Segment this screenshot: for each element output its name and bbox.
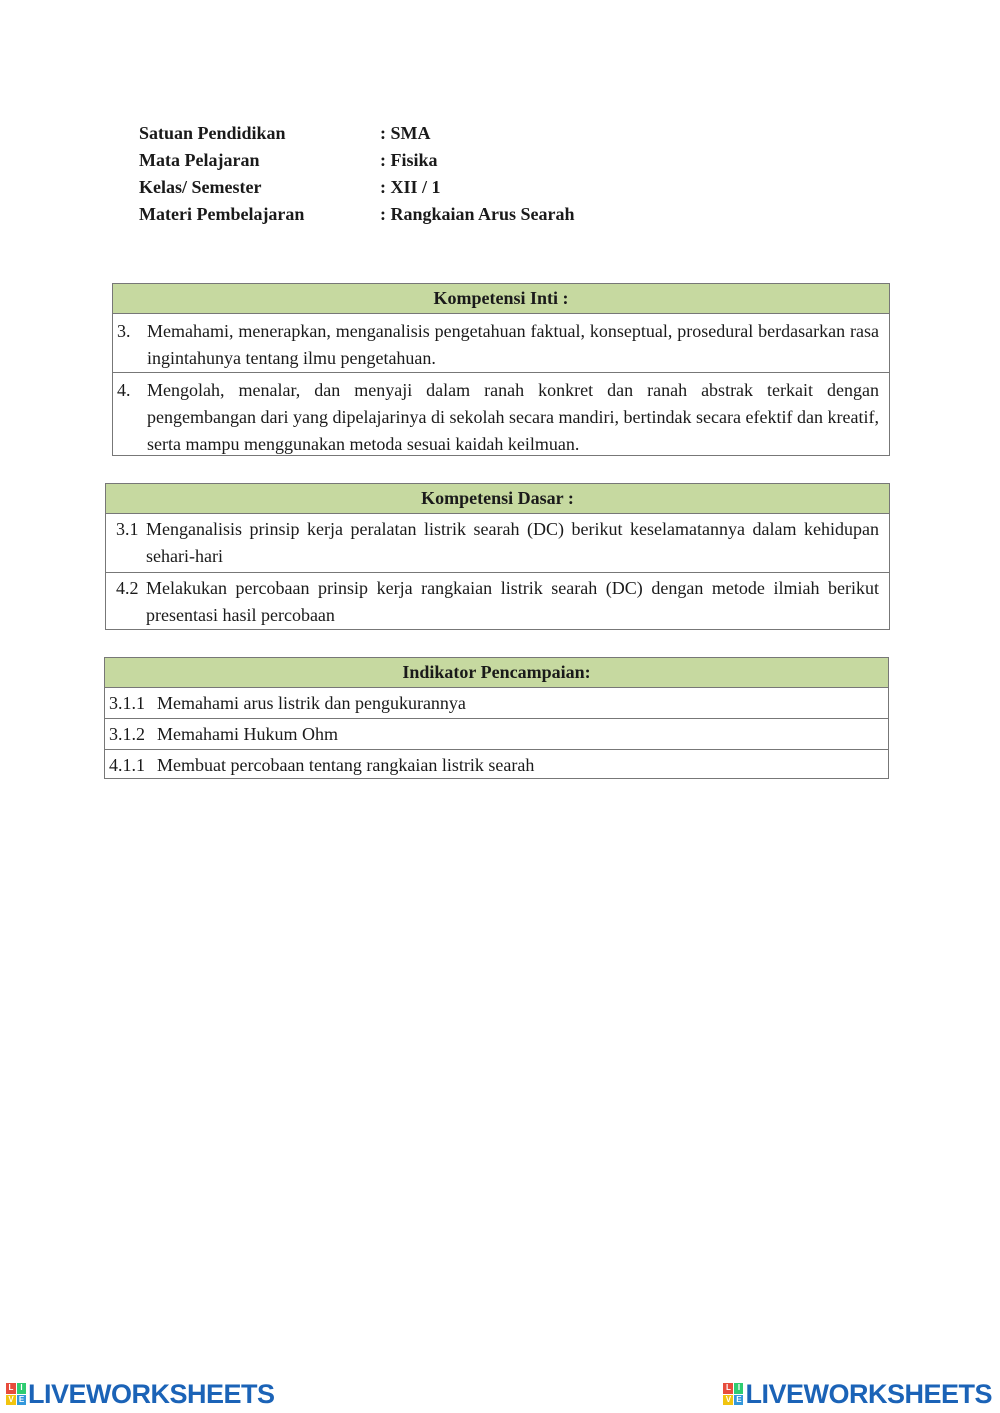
table-row <box>105 688 888 718</box>
table-row <box>113 372 889 458</box>
table-row <box>106 514 889 572</box>
info-row-kelas <box>139 174 575 201</box>
item-text: Membuat percobaan tentang rangkaian listrik searah <box>157 755 535 775</box>
info-row-mapel <box>139 147 575 174</box>
item-number: 3. <box>117 321 131 341</box>
logo-badge-icon: L I V E <box>723 1383 743 1405</box>
item-text: Memahami Hukum Ohm <box>157 724 338 744</box>
document-info <box>139 120 575 228</box>
item-number: 4. <box>117 380 131 400</box>
item-text: Memahami arus listrik dan pengukurannya <box>157 693 466 713</box>
info-label: Materi Pembelajaran <box>139 204 305 224</box>
item-text: Menganalisis prinsip kerja peralatan listrik searah (DC) berikut keselamatannya dalam kehidupan sehari-hari <box>146 519 879 566</box>
info-row-satuan <box>139 120 575 147</box>
info-label: Kelas/ Semester <box>139 177 262 197</box>
item-number: 3.1 <box>116 519 139 539</box>
kompetensi-inti-table <box>112 283 890 456</box>
info-value: : Rangkaian Arus Searah <box>380 204 575 224</box>
item-number: 4.2 <box>116 578 139 598</box>
info-label: Satuan Pendidikan <box>139 123 286 143</box>
item-number: 3.1.2 <box>109 724 145 744</box>
liveworksheets-logo-right[interactable] <box>723 1379 992 1409</box>
logo-text: LIVEWORKSHEETS <box>28 1378 275 1409</box>
logo-text: LIVEWORKSHEETS <box>745 1378 992 1409</box>
info-value: : SMA <box>380 123 431 143</box>
item-text: Memahami, menerapkan, menganalisis pengetahuan faktual, konseptual, prosedural berdasarkan rasa ingintahunya tentang ilmu pengetahuan. <box>147 321 879 368</box>
indikator-title: Indikator Pencampaian: <box>105 658 888 688</box>
info-label: Mata Pelajaran <box>139 150 260 170</box>
table-row <box>106 572 889 631</box>
table-row <box>105 718 888 749</box>
info-value: : Fisika <box>380 150 438 170</box>
liveworksheets-logo-left[interactable] <box>6 1379 275 1409</box>
item-text: Mengolah, menalar, dan menyaji dalam ranah konkret dan ranah abstrak terkait dengan pengembangan dari yang dipelajarinya di sekolah secara mandiri, bertindak secara efektif dan kreatif, serta mampu menggunakan metoda sesuai kaidah keilmuan. <box>147 380 879 454</box>
item-number: 3.1.1 <box>109 693 145 713</box>
indikator-table <box>104 657 889 779</box>
info-value: : XII / 1 <box>380 177 441 197</box>
kompetensi-dasar-table <box>105 483 890 630</box>
logo-badge-icon: L I V E <box>6 1383 26 1405</box>
info-row-materi <box>139 201 575 228</box>
item-number: 4.1.1 <box>109 755 145 775</box>
table-row <box>113 314 889 372</box>
kompetensi-inti-title: Kompetensi Inti : <box>113 284 889 314</box>
item-text: Melakukan percobaan prinsip kerja rangkaian listrik searah (DC) dengan metode ilmiah berikut presentasi hasil percobaan <box>146 578 879 625</box>
kompetensi-dasar-title: Kompetensi Dasar : <box>106 484 889 514</box>
table-row <box>105 749 888 780</box>
